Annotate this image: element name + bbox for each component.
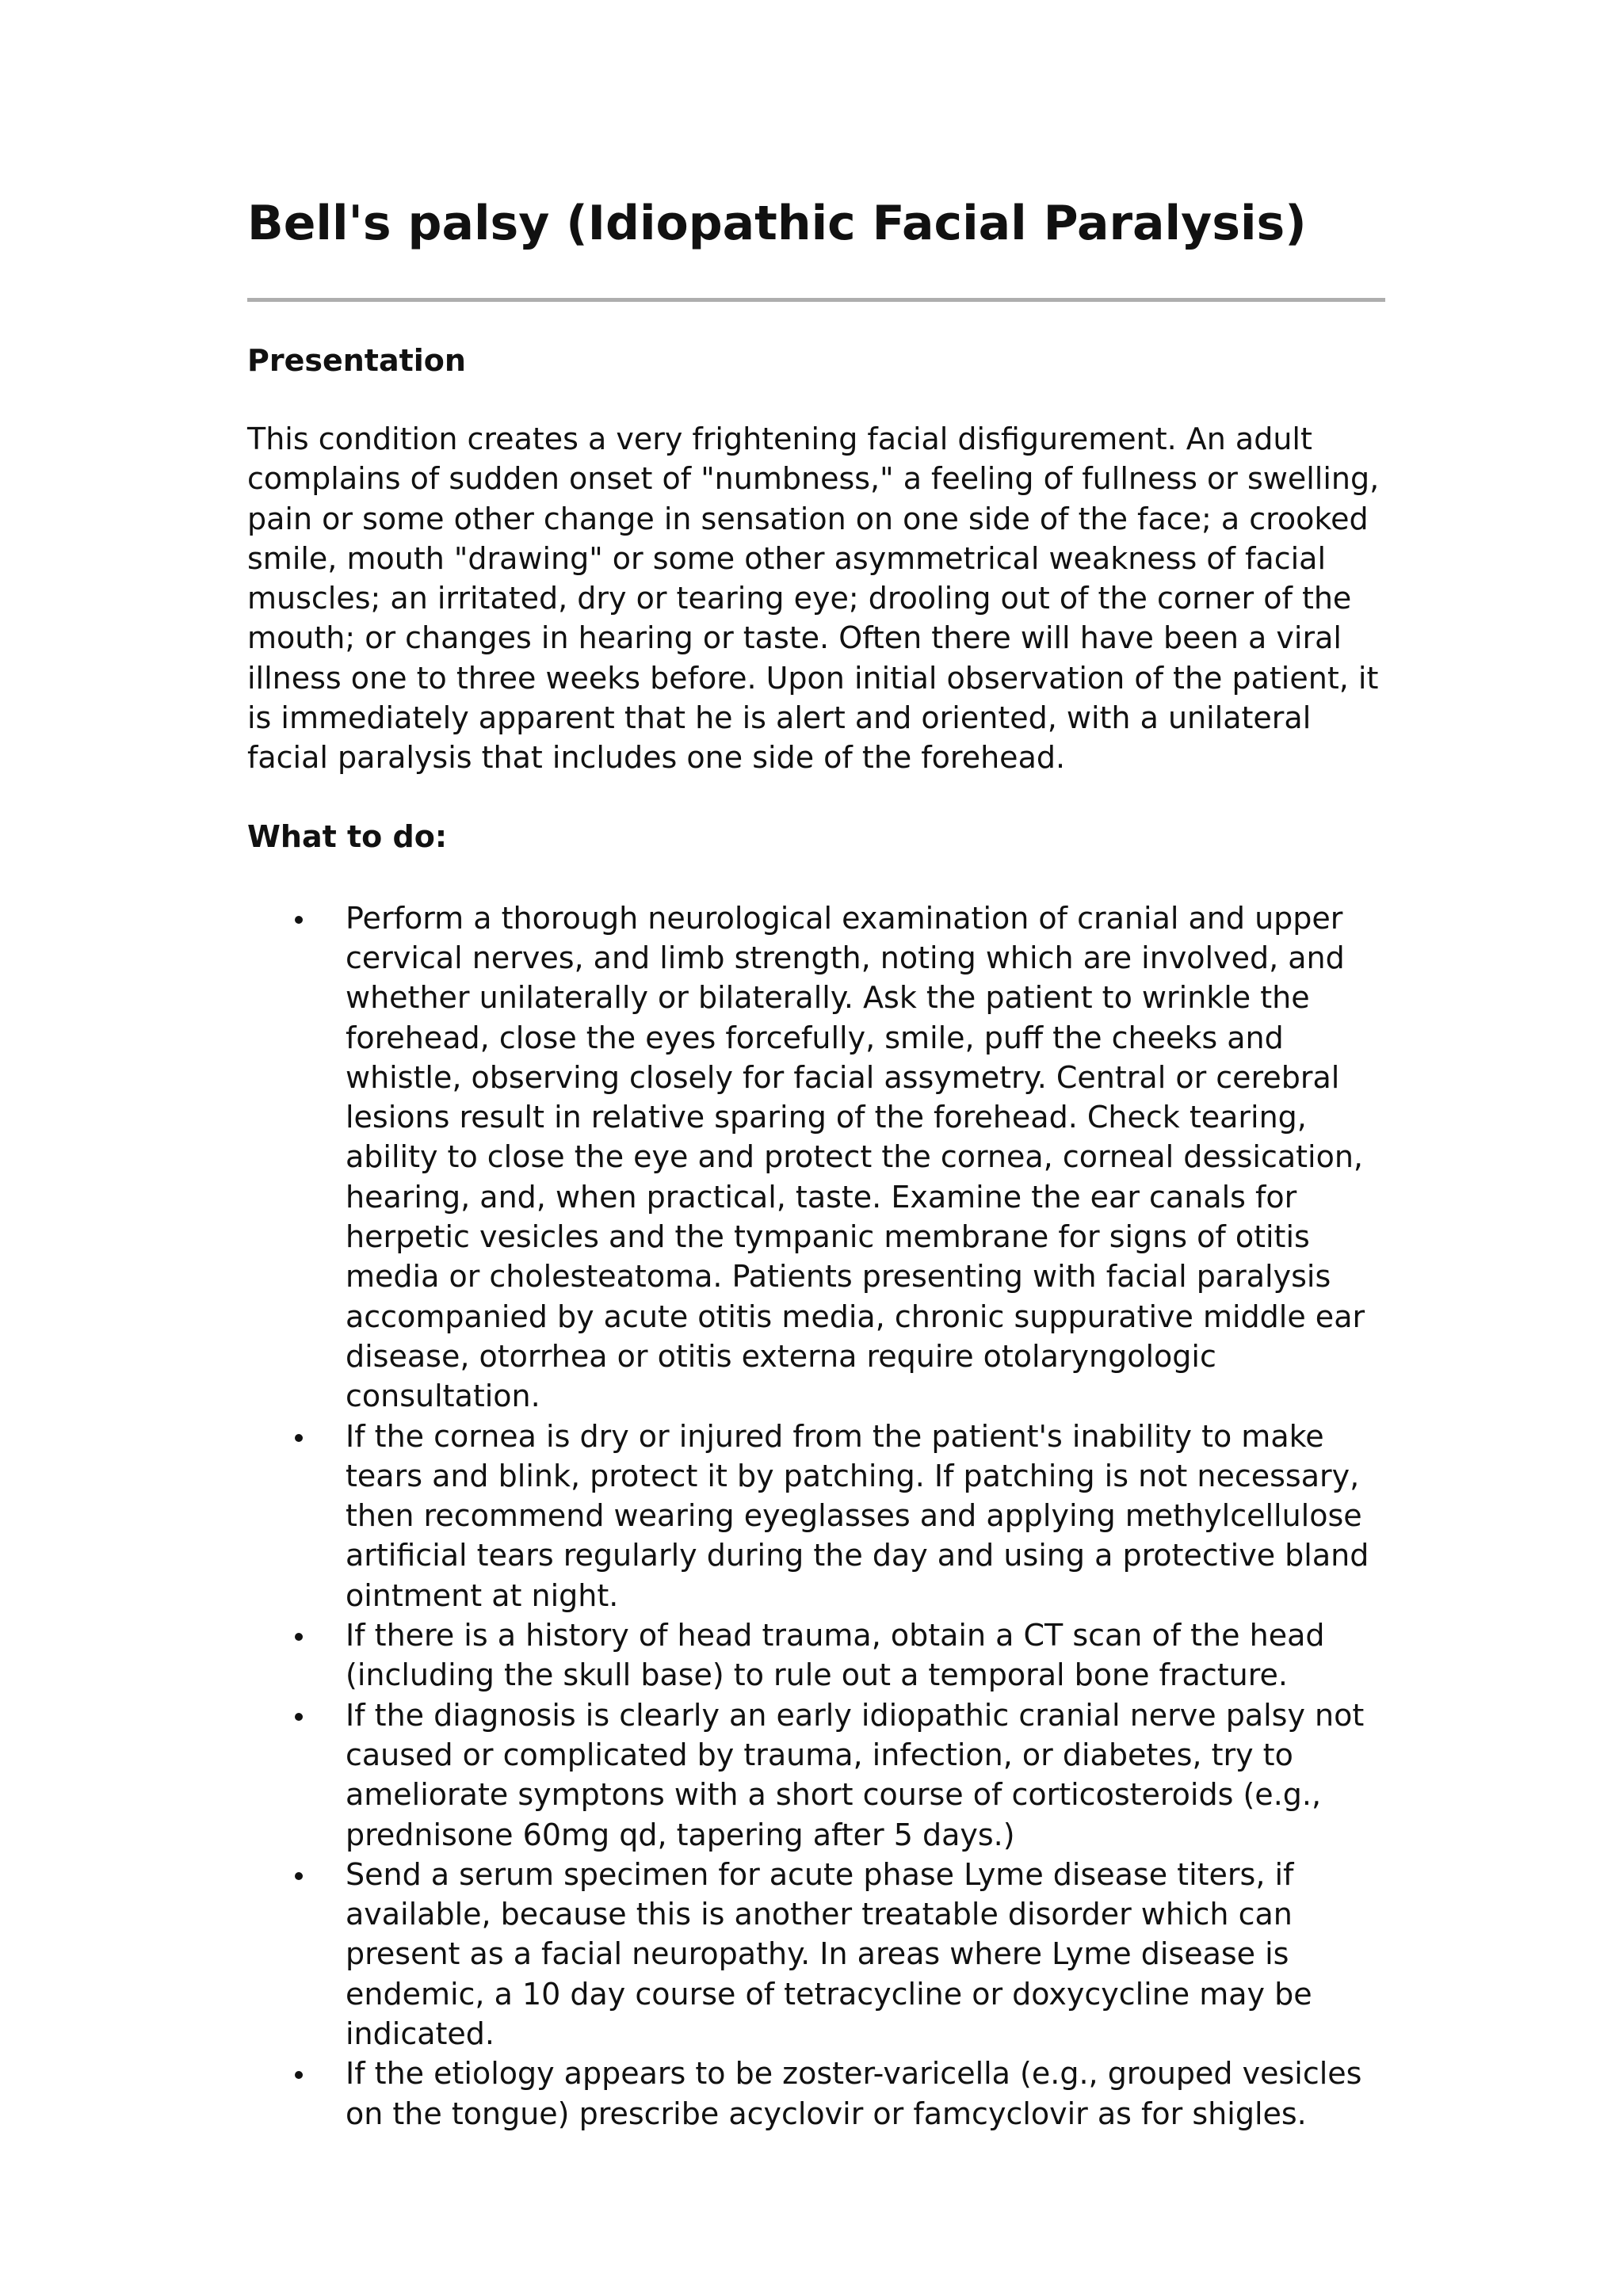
list-item-text: Send a serum specimen for acute phase Lyme disease titers, if available, because this is another treatable disorder which can present as a facial neuropathy. In areas where Lyme disease is endemic, a 10 day course of tetracycline or doxycycline may be indicated. — [346, 1856, 1312, 2051]
list-item-text: Perform a thorough neurological examination of cranial and upper cervical nerves, and limb strength, noting which are involved, and whether unilaterally or bilaterally. Ask the patient to wrinkle the forehead, close the eyes forcefully, smile, puff the cheeks and whistle, observing closely for facial assymetry. Central or cerebral lesions result in relative sparing of the forehead. Check tearing, ability to close the eye and protect the cornea, corneal dessication, hearing, and, when practical, taste. Examine the ear canals for herpetic vesicles and the tympanic membrane for signs of otitis media or cholesteatoma. Patients presenting with facial paralysis accompanied by acute otitis media, chronic suppurative middle ear disease, otorrhea or otitis externa require otolaryngologic consultation. — [346, 900, 1365, 1414]
list-item-text: If the etiology appears to be zoster-varicella (e.g., grouped vesicles on the tongue) prescribe acyclovir or famcyclovir as for shigles. — [346, 2056, 1362, 2131]
list-item — [247, 2054, 1388, 2134]
list-item — [247, 1615, 1388, 1695]
title-divider — [247, 298, 1385, 302]
list-item — [247, 1695, 1388, 1855]
bullet-icon — [295, 1713, 303, 1721]
list-item-text: If there is a history of head trauma, obtain a CT scan of the head (including the skull base) to rule out a temporal bone fracture. — [346, 1618, 1325, 1693]
list-item — [247, 898, 1388, 1417]
bullet-icon — [295, 1872, 303, 1880]
document-page — [247, 190, 1388, 2134]
bullet-icon — [295, 1434, 303, 1442]
bullet-icon — [295, 916, 303, 924]
list-item-text: If the cornea is dry or injured from the patient's inability to make tears and blink, protect it by patching. If patching is not necessary, then recommend wearing eyeglasses and applying methylcellulose artificial tears regularly during the day and using a protective bland ointment at night. — [346, 1418, 1369, 1613]
list-item — [247, 1417, 1388, 1615]
steps-list — [247, 898, 1388, 2134]
list-item — [247, 1855, 1388, 2054]
presentation-heading: Presentation — [247, 343, 466, 378]
presentation-paragraph: This condition creates a very frightening facial disfigurement. An adult complains of sudden onset of "numbness," a feeling of fullness or swelling, pain or some other change in sensation on one side of the face; a crooked smile, mouth "drawing" or some other asymmetrical weakness of facial muscles; an irritated, dry or tearing eye; drooling out of the corner of the mouth; or changes in hearing or taste. Often there will have been a viral illness one to three weeks before. Upon initial observation of the patient, it is immediately apparent that he is alert and oriented, with a unilateral facial paralysis that includes one side of the forehead. — [247, 421, 1380, 776]
document-title: Bell's palsy (Idiopathic Facial Paralysis) — [247, 196, 1307, 251]
list-item-text: If the diagnosis is clearly an early idiopathic cranial nerve palsy not caused or complicated by trauma, infection, or diabetes, try to ameliorate symptons with a short course of corticosteroids (e.g., prednisone 60mg qd, tapering after 5 days.) — [346, 1697, 1365, 1852]
bullet-icon — [295, 2071, 303, 2079]
bullet-icon — [295, 1633, 303, 1641]
what-to-do-heading: What to do: — [247, 818, 448, 854]
